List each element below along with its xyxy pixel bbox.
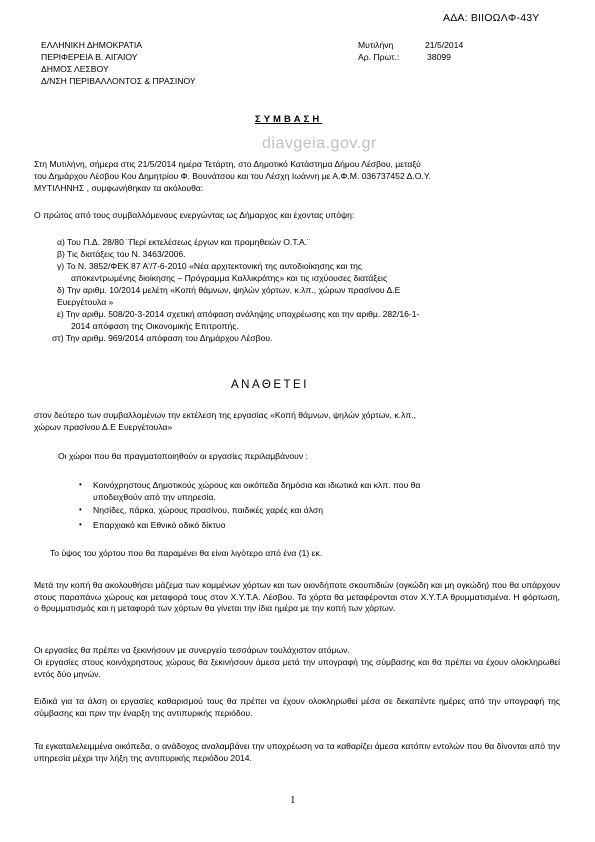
- assigns-title: ΑΝΑΘΕΤΕΙ: [231, 379, 309, 391]
- consideration-c-cont: αποκεντρωμένης διοίκησης – Πρόγραμμα Καλλικράτης» και τις ισχύουσες διατάξεις: [71, 273, 388, 283]
- consideration-e: ε) Την αριθμ. 508/20-3-2014 σχετική απόφαση ανάληψης υποχρέωσης και την αριθμ. 282/16-1-: [57, 309, 420, 319]
- intro-line-1: Στη Μυτιλήνη, σήμερα στις 21/5/2014 ημέρα Τετάρτη, στο Δημοτικό Κατάστημα Δήμου Λέσβου, μεταξύ: [34, 159, 421, 169]
- works-intro: Οι χώροι που θα πραγματοποιηθούν οι εργασίες περιλαμβάνουν :: [58, 451, 308, 461]
- paragraph-collection: Μετά την κοπή θα ακολουθήσει μάζεμα των κομμένων χόρτων και των οιονδήποτε σκουπιδιών (ογκώδη και μη ογκώδη) που θα υπάρχουν στους παραπάνω χώρους και μεταφορά τους στον Χ.Υ.Τ.Α. Λέσβου. Τα χόρτα θα μεταφέρονται στον Χ.Υ.Τ.Α θρυμματισμένα. Η φόρτωση, ο θρυμματισμός και η μεταφορά των χόρτων θα γίνεται την ίδια ημέρα με την κοπή των χόρτων.: [34, 580, 560, 613]
- protocol-label: Αρ. Πρωτ.:: [358, 52, 400, 62]
- consideration-a: α) Του Π.Δ. 28/80 ¨Περί εκτελέσεως έργων και προμηθειών Ο.Τ.Α.¨: [57, 237, 311, 247]
- bullet-1-line-1: Κοινόχρηστους Δημοτικούς χώρους και οικόπεδα δημόσια και ιδιωτικά και κλπ. που θα: [93, 480, 421, 490]
- consideration-d: δ) Την αριθμ. 10/2014 μελέτη «Κοπή θάμνων, ψηλών χόρτων, κ.λπ., χώρων πρασίνου Δ.Ε: [57, 285, 401, 295]
- intro-line-2: του Δημάρχου Λέσβου Κου Δημητρίου Φ. Βουνάτσου και του Λέσχη Ιωάννη με Α.Φ.Μ. 036737452 Δ.Ο.Υ.: [34, 171, 431, 181]
- diavgeia-watermark: diavgeia.gov.gr: [262, 135, 377, 152]
- ada-code: ΑΔΑ: ΒΙΙΟΩΛΦ-43Υ: [443, 12, 540, 24]
- page-number: 1: [290, 794, 296, 806]
- place-label: Μυτιλήνη: [358, 40, 394, 50]
- paragraph-deadline: Οι εργασίες στους κοινόχρηστους χώρους θα ξεκινήσουν άμεσα μετά την υπογραφή της σύμβασης και θα πρέπει να έχουν ολοκληρωθεί εντός δύο μηνών.: [34, 657, 560, 679]
- consideration-d-cont: Ευεργέτουλα »: [57, 297, 114, 307]
- first-party-text: Ο πρώτος από τους συμβαλλόμενους ενεργώντας ως Δήμαρχος και έχοντας υπόψη:: [34, 210, 355, 220]
- bullet-3: Επαρχιακό και Εθνικό οδικό δίκτυο: [93, 520, 226, 530]
- header-directorate: Δ/ΝΣΗ ΠΕΡΙΒΑΛΛΟΝΤΟΣ & ΠΡΑΣΙΝΟΥ: [41, 76, 196, 86]
- assign-line-2: χώρων πρασίνου Δ.Ε Ευεργέτουλα»: [34, 422, 173, 432]
- consideration-c: γ) Το Ν. 3852/ΦΕΚ 87 Α'/7-6-2010 «Νέα αρχιτεκτονική της αυτοδιοίκησης και της: [57, 261, 363, 271]
- header-republic: ΕΛΛΗΝΙΚΗ ΔΗΜΟΚΡΑΤΙΑ: [41, 40, 142, 50]
- header-region: ΠΕΡΙΦΕΡΕΙΑ Β. ΑΙΓΑΙΟΥ: [41, 52, 138, 62]
- height-note: Το ύψος του χόρτου που θα παραμένει θα είναι λιγότερο από ένα (1) εκ.: [50, 548, 323, 558]
- paragraph-plots: Τα εγκαταλελειμμένα οικόπεδα, ο ανάδοχος αναλαμβάνει την υποχρέωση να τα καθαρίζει άμεσα κατόπιν εντολών που θα δίνονται από την υπηρεσία μέχρι την λήξη της αντιπυρικής περιόδου 2014.: [34, 741, 560, 763]
- paragraph-crew: Οι εργασίες θα πρέπει να ξεκινήσουν με συνεργείο τεσσάρων τουλάχιστον ατόμων.: [34, 645, 350, 655]
- bullet-dot: •: [79, 520, 82, 529]
- protocol-number: 38099: [427, 52, 451, 62]
- intro-line-3: ΜΥΤΙΛΗΝΗΣ , συμφωνήθηκαν τα ακόλουθα:: [34, 183, 204, 193]
- bullet-dot: •: [79, 505, 82, 514]
- consideration-e-cont: 2014 απόφαση της Οικονομικής Επιτροπής.: [71, 321, 239, 331]
- document-title: ΣΥΜΒΑΣΗ: [255, 114, 323, 125]
- bullet-1-line-2: υποδειχθούν από την υπηρεσία.: [93, 492, 216, 502]
- bullet-dot: •: [79, 480, 82, 489]
- header-municipality: ΔΗΜΟΣ ΛΕΣΒΟΥ: [41, 64, 109, 74]
- consideration-f: στ) Την αριθμ. 969/2014 απόφαση του Δημάρχου Λέσβου.: [52, 333, 273, 343]
- bullet-2: Νησίδες, πάρκα, χώρους πρασίνου, παιδικές χαρές και άλση: [93, 505, 323, 515]
- paragraph-groves: Ειδικά για τα άλση οι εργασίες καθαρισμού τους θα πρέπει να έχουν ολοκληρωθεί μέσα σε δεκαπέντε ημέρες από την υπογραφή της σύμβασης και πριν την έναρξη της αντιπυρικής περιόδου.: [34, 696, 560, 718]
- consideration-b: β) Τις διατάξεις του Ν. 3463/2006.: [57, 249, 186, 259]
- assign-line-1: στον δεύτερο των συμβαλλομένων την εκτέλεση της εργασίας «Κοπή θάμνων, ψηλών χόρτων, κ.λπ.,: [34, 410, 417, 420]
- document-date: 21/5/2014: [425, 40, 464, 50]
